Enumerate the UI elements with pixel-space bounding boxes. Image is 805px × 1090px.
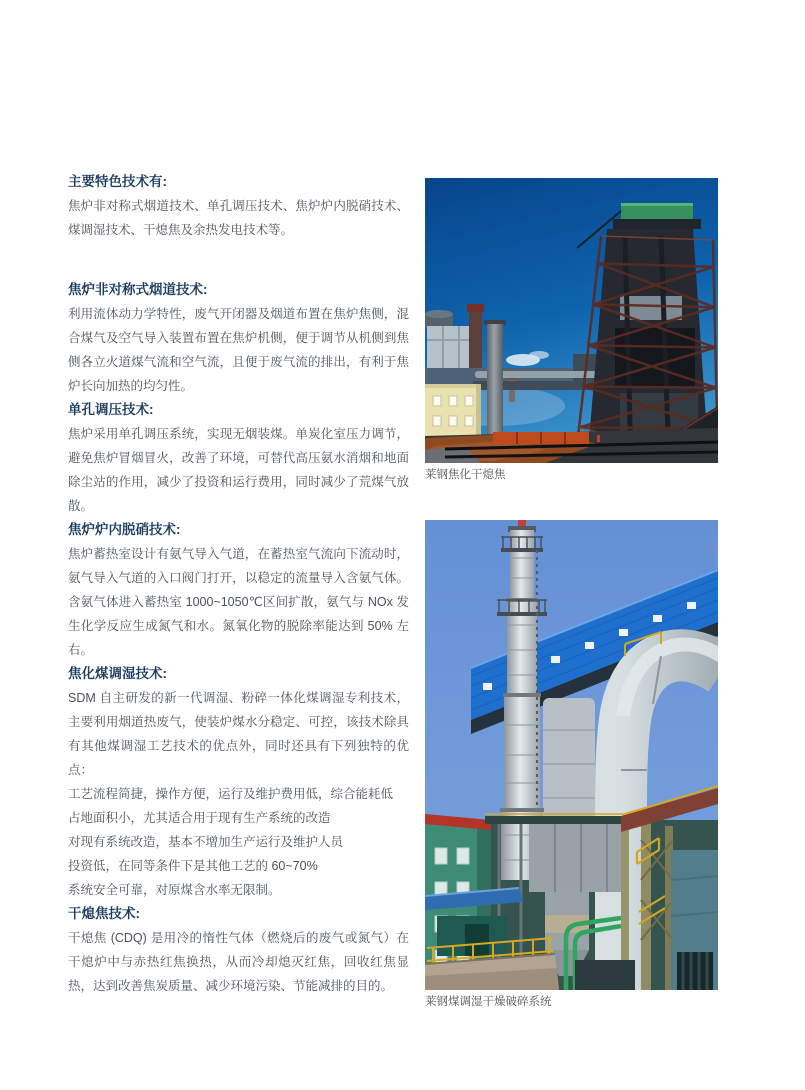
section-features-heading: 主要特色技术有: bbox=[68, 174, 167, 189]
section-denitration-text: 焦炉蓄热室设计有氨气导入气道，在蓄热室气流向下流动时，氨气导入气道的入口阀门打开，以稳定的流量导入含氨气体。含氨气体进入蓄热室 1000~1050℃区间扩散，氨气与 NOx 发生化学反应生成氮气和水。氮氧化物的脱除率能达到 50% 左右。 bbox=[68, 547, 409, 657]
silver-tank bbox=[543, 698, 595, 822]
cmc-plant-photo bbox=[425, 520, 718, 990]
section-coal-moisture-control-intro: SDM 自主研发的新一代调湿、粉碎一体化煤调湿专利技术，主要利用烟道热废气，使装炉煤水分稳定、可控，该技术除具有其他煤调湿工艺技术的优点外，同时还具有下列独特的优点： bbox=[68, 691, 409, 777]
cmc-advantage-line: 对现有系统改造，基本不增加生产运行及维护人员 bbox=[68, 835, 344, 849]
section-single-hole-pressure-text: 焦炉采用单孔调压系统，实现无烟装煤。单炭化室压力调节，避免焦炉冒烟冒火，改善了环境，可替代高压氨水消烟和地面除尘站的作用，减少了投资和运行费用，同时减少了荒煤气放散。 bbox=[68, 427, 409, 513]
photo-cmc-figure bbox=[425, 520, 718, 1009]
text-column bbox=[68, 170, 409, 998]
section-cdq bbox=[68, 902, 409, 998]
chimney bbox=[484, 320, 506, 436]
section-single-hole-pressure-heading: 单孔调压技术: bbox=[68, 402, 154, 417]
section-denitration bbox=[68, 518, 409, 662]
cmc-advantage-line: 工艺流程简捷，操作方便，运行及维护费用低，综合能耗低 bbox=[68, 787, 394, 801]
section-asymmetric-flue bbox=[68, 278, 409, 398]
cdq-plant-photo bbox=[425, 178, 718, 463]
section-asymmetric-flue-heading: 焦炉非对称式烟道技术: bbox=[68, 282, 208, 297]
section-coal-moisture-control bbox=[68, 662, 409, 902]
section-features-text: 焦炉非对称式烟道技术、单孔调压技术、焦炉炉内脱硝技术、煤调湿技术、干熄焦及余热发电技术等。 bbox=[68, 199, 409, 237]
photo-cdq-caption: 莱钢焦化干熄焦 bbox=[425, 469, 506, 481]
section-cdq-heading: 干熄焦技术: bbox=[68, 906, 140, 921]
photo-cmc-caption: 莱钢煤调湿干燥破碎系统 bbox=[425, 996, 552, 1008]
section-asymmetric-flue-text: 利用流体动力学特性，废气开闭器及烟道布置在焦炉焦侧，混合煤气及空气导入装置布置在焦炉机侧，便于调节从机侧到焦侧各立火道煤气流和空气流，且便于废气流的排出，有利于焦炉长向加热的均匀性。 bbox=[68, 307, 409, 393]
section-features bbox=[68, 170, 409, 242]
photo-cdq-figure bbox=[425, 178, 718, 482]
section-single-hole-pressure bbox=[68, 398, 409, 518]
cmc-advantage-line: 系统安全可靠，对原煤含水率无限制。 bbox=[68, 883, 281, 897]
section-denitration-heading: 焦炉炉内脱硝技术: bbox=[68, 522, 181, 537]
cmc-advantage-line: 占地面积小，尤其适合用于现有生产系统的改造 bbox=[68, 811, 331, 825]
section-coal-moisture-control-heading: 焦化煤调湿技术: bbox=[68, 666, 167, 681]
cmc-advantage-line: 投资低，在同等条件下是其他工艺的 60~70% bbox=[68, 859, 318, 873]
section-cdq-text: 干熄焦 (CDQ) 是用冷的惰性气体（燃烧后的废气或氮气）在干熄炉中与赤热红焦换热，从而冷却熄灭红焦，回收红焦显热，达到改善焦炭质量、减少环境污染、节能减排的目的。 bbox=[68, 931, 409, 993]
